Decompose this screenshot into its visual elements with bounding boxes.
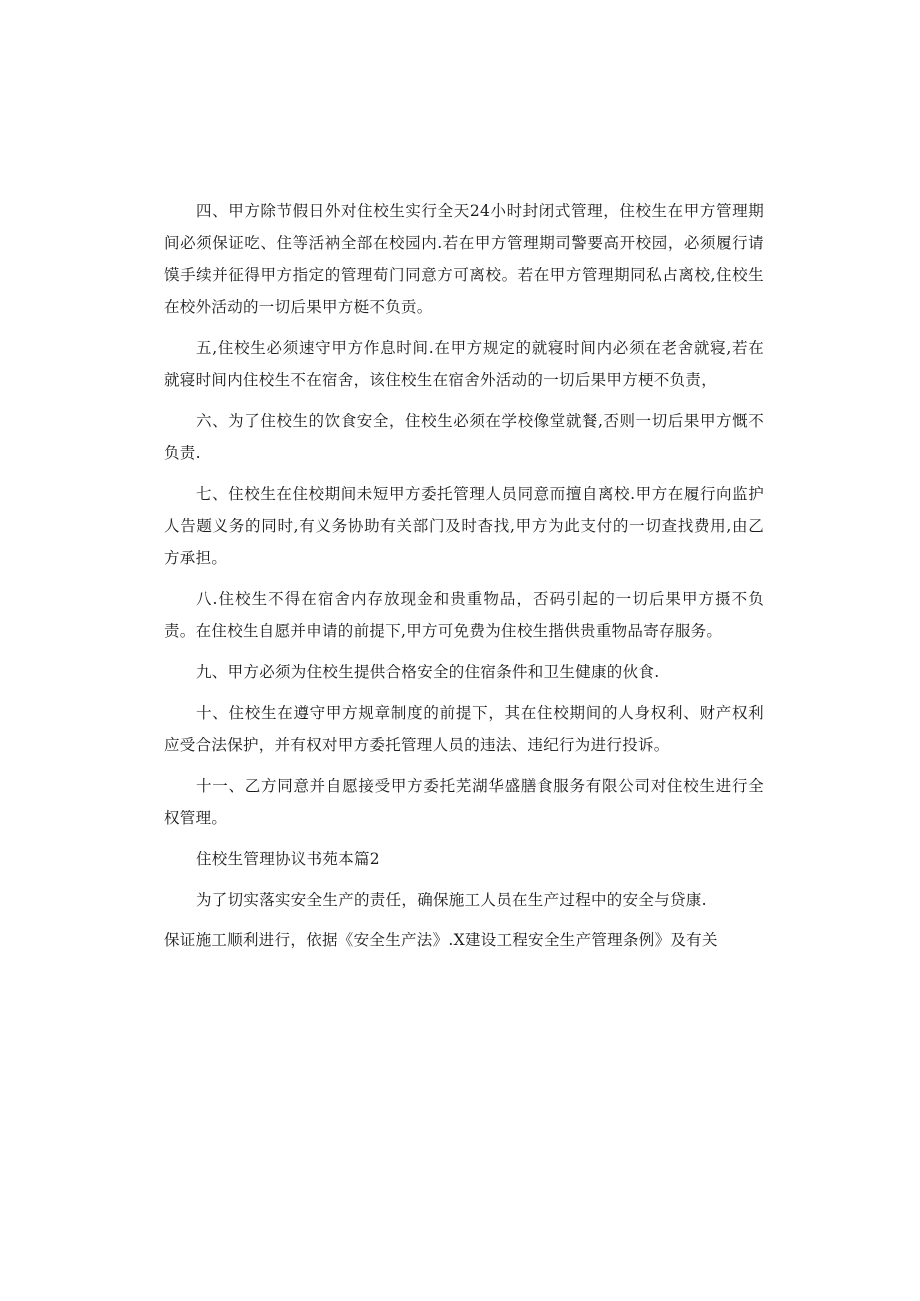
clause-4: 四、甲方除节假日外对住校生实行全天24小时封闭式管理，住校生在甲方管理期间必须保证吃、住等活衲全部在校园内.若在甲方管理期司警要高开校园，必须履行请馍手续并征得甲方指定的管理荀门同意方可离校。若在甲方管理期同私占离校,住校生在校外活动的一切后果甲方梃不负贡。 — [164, 202, 764, 316]
clause-9: 九、甲方必须为住校生提供合格安全的住宿条件和卫生健康的伙食. — [196, 663, 660, 681]
clause-5: 五,住校生必须速守甲方作息时间.在甲方规定的就寝时间内必须在老舍就寝,若在就寝时间内住校生不在宿舍，该住校生在宿舍外活动的一切后果甲方梗不负责， — [164, 339, 764, 389]
clause-11: 十一、乙方同意并自愿接受甲方委托芜湖华盛膳食服务有限公司对住校生进行全权管理。 — [164, 777, 764, 827]
clause-6: 六、为了住校生的饮食安全，住校生必须在学校像堂就餐,否则一切后果甲方慨不负责. — [164, 412, 764, 462]
document-body — [164, 195, 764, 956]
section-heading: 住校生管理协议书苑本篇2 — [196, 850, 380, 868]
intro-line-2: 保证施工顺利进行，依据《安全生产法》.X建设工程安全生产管理条例》及有关 — [164, 931, 718, 949]
clause-10: 十、住校生在遵守甲方规章制度的前提下，其在住校期间的人身权利、财产权利应受合法保护，并有权对甲方委托管理人员的违法、违纪行为进行投诉。 — [164, 704, 764, 754]
clause-7: 七、住校生在住校期间未短甲方委托管理人员同意而擅自离校.甲方在履行向监护人告题义务的同时,有义务协助有关部门及时杳找,甲方为此支付的一切查找费用,由乙方承担。 — [164, 485, 764, 567]
clause-8: 八.住校生不得在宿舍内存放现金和贵重物品，否码引起的一切后果甲方摄不负责。在住校生自愿并申请的前提下,甲方可免费为住校生揩供贵重物品寄存服务。 — [164, 590, 764, 640]
intro-line-1: 为了切实落实安全生产的责任，确保施工人员在生产过程中的安全与贷康. — [196, 891, 707, 909]
